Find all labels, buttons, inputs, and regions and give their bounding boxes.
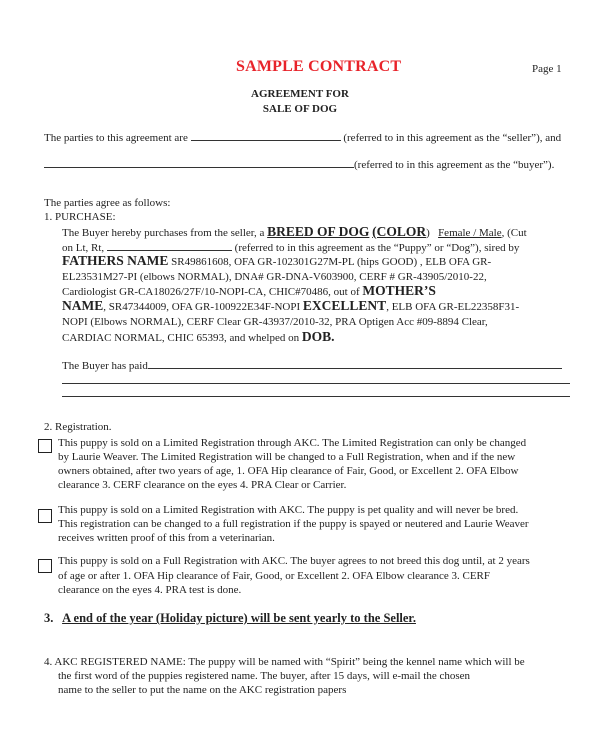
father-details: SR49861608, OFA GR-102301G27M-PL (hips GOOD) , ELB OFA GR- — [168, 256, 492, 268]
section-3-text: A end of the year (Holiday picture) will be sent yearly to the Seller. — [62, 611, 416, 625]
limited-registration-checkbox[interactable] — [38, 439, 52, 453]
section-4-line-2: the first word of the puppies registered name. The buyer, after 15 days, will e-mail the chosen — [58, 670, 471, 682]
option1-line-3: owners obtained, after two years of age, 1. OFA Hip clearance of Fair, Good, or Excellent 2. OFA Elbow — [58, 465, 519, 477]
registration-heading: 2. Registration. — [44, 421, 112, 433]
puppy-reference: (referred to in this agreement as the “Puppy” or “Dog”), sired by — [234, 242, 520, 254]
option2-line-1: This puppy is sold on a Limited Registration with AKC. The puppy is pet quality and will never be bred. — [58, 504, 519, 516]
elbow-ofa: , ELB OFA GR-EL22358F31- — [386, 301, 520, 313]
purchase-line-1 — [62, 225, 527, 240]
color: (COLOR — [372, 224, 427, 239]
purchase-line-5 — [62, 284, 436, 299]
mothers-label: MOTHER’S — [362, 283, 436, 298]
option2-line-3: receives written proof of this from a veterinarian. — [58, 532, 275, 544]
section-4-line-3: name to the seller to put the name on the AKC registration papers — [58, 684, 347, 696]
purchase-line-7: NOPI (Elbows NORMAL), CERF Clear GR-43937/2010-32, PRA Optigen Acc #09-8894 Clear, — [62, 316, 488, 328]
purchase-line-6 — [62, 299, 519, 314]
fathers-name: FATHERS NAME — [62, 253, 169, 268]
cut-text: , (Cut — [501, 227, 527, 239]
parties-line-1 — [44, 130, 561, 145]
pet-quality-checkbox[interactable] — [38, 509, 52, 523]
option1-line-1: This puppy is sold on a Limited Registration through AKC. The Limited Registration can only be changed — [58, 437, 527, 449]
document-title: SAMPLE CONTRACT — [236, 58, 402, 75]
purchase-line-3 — [62, 254, 491, 269]
option1-line-2: by Laurie Weaver. The Limited Registration will be changed to a Full Registration, when and if the new — [58, 451, 516, 463]
sex-option: Female / Male — [438, 227, 502, 239]
buyer-name-blank[interactable] — [44, 157, 354, 168]
seller-name-blank[interactable] — [191, 130, 341, 141]
section-3 — [44, 611, 416, 626]
hips-excellent: EXCELLENT — [302, 298, 387, 313]
seller-reference: (referred to in this agreement as the “seller”), and — [343, 132, 562, 144]
dob: DOB. — [301, 329, 335, 344]
paid-blank[interactable] — [148, 358, 562, 369]
purchase-line-4: EL23531M27-PI (elbows NORMAL), DNA# GR-DNA-V603900, CERF # GR-43905/2010-22, — [62, 271, 487, 283]
mother-details: , SR47344009, OFA GR-100922E34F-NOPI — [103, 301, 301, 313]
cut-blank[interactable] — [107, 240, 232, 251]
mother-name-label: NAME — [62, 298, 104, 313]
buyer-paid-line — [62, 358, 562, 373]
option3-line-3: clearance on the eyes 4. PRA test is done. — [58, 584, 242, 596]
purchase-text: The Buyer hereby purchases from the seller, a — [62, 227, 265, 239]
agree-intro: The parties agree as follows: — [44, 197, 171, 209]
paid-blank-line-2[interactable] — [62, 383, 570, 384]
purchase-heading: 1. PURCHASE: — [44, 211, 116, 223]
buyer-reference: (referred to in this agreement as the “buyer”). — [354, 159, 555, 171]
cardiologist-text: Cardiologist GR-CA18026/27F/10-NOPI-CA, CHIC#70486, out of — [62, 286, 360, 298]
parties-label: The parties to this agreement are — [44, 132, 188, 144]
page-number: Page 1 — [532, 63, 562, 75]
option3-line-1: This puppy is sold on a Full Registration with AKC. The buyer agrees to not breed this dog until, at 2 years — [58, 555, 530, 567]
parties-line-2 — [44, 157, 554, 172]
breed-of-dog: BREED OF DOG — [267, 224, 370, 239]
cut-sides: on Lt, Rt, — [62, 242, 105, 254]
paid-blank-line-3[interactable] — [62, 396, 570, 397]
section-3-number: 3. — [44, 611, 54, 625]
cardiac-text: CARDIAC NORMAL, CHIC 65393, and whelped on — [62, 332, 300, 344]
purchase-line-8 — [62, 330, 335, 345]
color-paren: ) — [426, 227, 430, 239]
subtitle-agreement: AGREEMENT FOR — [251, 88, 349, 100]
option2-line-2: This registration can be changed to a full registration if the puppy is spayed or neutered and Laurie Weaver — [58, 518, 529, 530]
section-4-line-1: 4. AKC REGISTERED NAME: The puppy will be named with “Spirit” being the kennel name which will be — [44, 656, 525, 668]
full-registration-checkbox[interactable] — [38, 559, 52, 573]
buyer-paid-label: The Buyer has paid — [62, 360, 148, 372]
option1-line-4: clearance 3. CERF clearance on the eyes 4. PRA Clear or Carrier. — [58, 479, 347, 491]
option3-line-2: of age or after 1. OFA Hip clearance of Fair, Good, or Excellent 2. OFA Elbow clearance 3. CERF — [58, 570, 490, 582]
subtitle-sale-of-dog: SALE OF DOG — [262, 103, 338, 115]
